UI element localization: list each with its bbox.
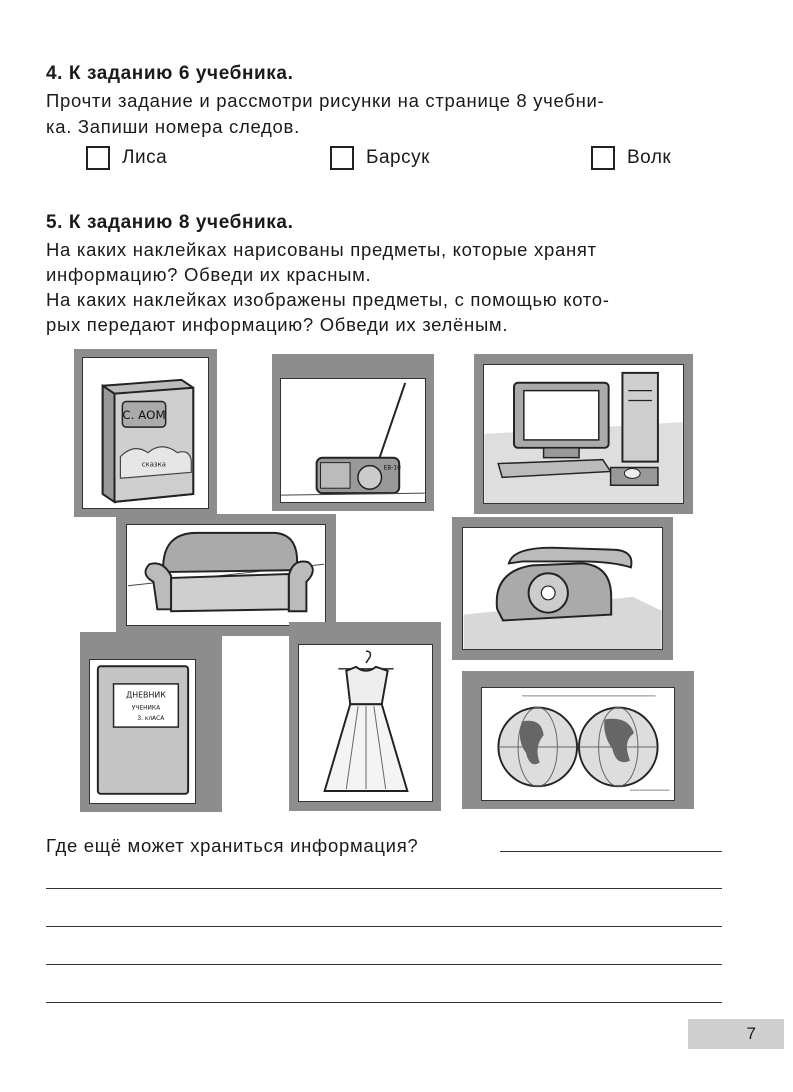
sticker-radio[interactable] bbox=[272, 354, 434, 511]
book-illustration bbox=[82, 357, 209, 509]
answer-line-2[interactable] bbox=[46, 888, 722, 889]
sticker-sofa[interactable] bbox=[116, 514, 336, 636]
answer-line-1[interactable] bbox=[500, 851, 722, 852]
sticker-book[interactable] bbox=[74, 349, 217, 517]
diary-title: ДНЕВНИК bbox=[126, 690, 166, 700]
checkbox-label-wolf: Волк bbox=[627, 147, 672, 168]
task-4-heading: 4. К заданию 6 учебника. bbox=[46, 63, 294, 84]
checkbox-box[interactable] bbox=[86, 146, 110, 170]
sticker-map[interactable] bbox=[462, 671, 694, 809]
sticker-telephone[interactable] bbox=[452, 517, 673, 660]
checkbox-badger[interactable] bbox=[330, 146, 430, 170]
book-title: С. АОМ bbox=[122, 408, 166, 423]
radio-label: ЕВ-10 bbox=[383, 465, 401, 472]
checkbox-wolf[interactable] bbox=[591, 146, 671, 170]
diary-author: 3. клАСА bbox=[137, 716, 165, 723]
checkbox-label-fox: Лиса bbox=[122, 147, 168, 168]
diary-subtitle: УЧЕНИКА bbox=[131, 705, 161, 712]
map-illustration bbox=[481, 687, 675, 801]
task-4-text-line-1: Прочти задание и рассмотри рисунки на странице 8 учебни- bbox=[46, 90, 605, 111]
answer-line-5[interactable] bbox=[46, 1002, 722, 1003]
sticker-diary[interactable] bbox=[80, 632, 222, 812]
sticker-computer[interactable] bbox=[474, 354, 693, 514]
book-subtitle: сказка bbox=[141, 460, 166, 469]
task-5-text-line-3: На каких наклейках изображены предметы, с помощью кото- bbox=[46, 289, 610, 310]
checkbox-box[interactable] bbox=[591, 146, 615, 170]
task-5-heading: 5. К заданию 8 учебника. bbox=[46, 212, 294, 233]
answer-line-4[interactable] bbox=[46, 964, 722, 965]
page-number: 7 bbox=[688, 1019, 784, 1049]
radio-illustration bbox=[280, 378, 426, 503]
computer-illustration bbox=[483, 364, 684, 504]
answer-line-3[interactable] bbox=[46, 926, 722, 927]
checkbox-label-badger: Барсук bbox=[366, 147, 430, 168]
telephone-illustration bbox=[462, 527, 663, 650]
task-4-text-line-2: ка. Запиши номера следов. bbox=[46, 116, 300, 137]
question-text: Где ещё может храниться информация? bbox=[46, 835, 419, 856]
sticker-dress[interactable] bbox=[289, 622, 441, 811]
task-5-text-line-2: информацию? Обведи их красным. bbox=[46, 264, 372, 285]
task-5-text-line-1: На каких наклейках нарисованы предметы, которые хранят bbox=[46, 239, 597, 260]
diary-illustration bbox=[89, 659, 196, 804]
sofa-illustration bbox=[126, 524, 326, 626]
dress-illustration bbox=[298, 644, 433, 802]
task-5-text-line-4: рых передают информацию? Обведи их зелёным. bbox=[46, 314, 509, 335]
checkbox-box[interactable] bbox=[330, 146, 354, 170]
checkbox-fox[interactable] bbox=[86, 146, 167, 170]
